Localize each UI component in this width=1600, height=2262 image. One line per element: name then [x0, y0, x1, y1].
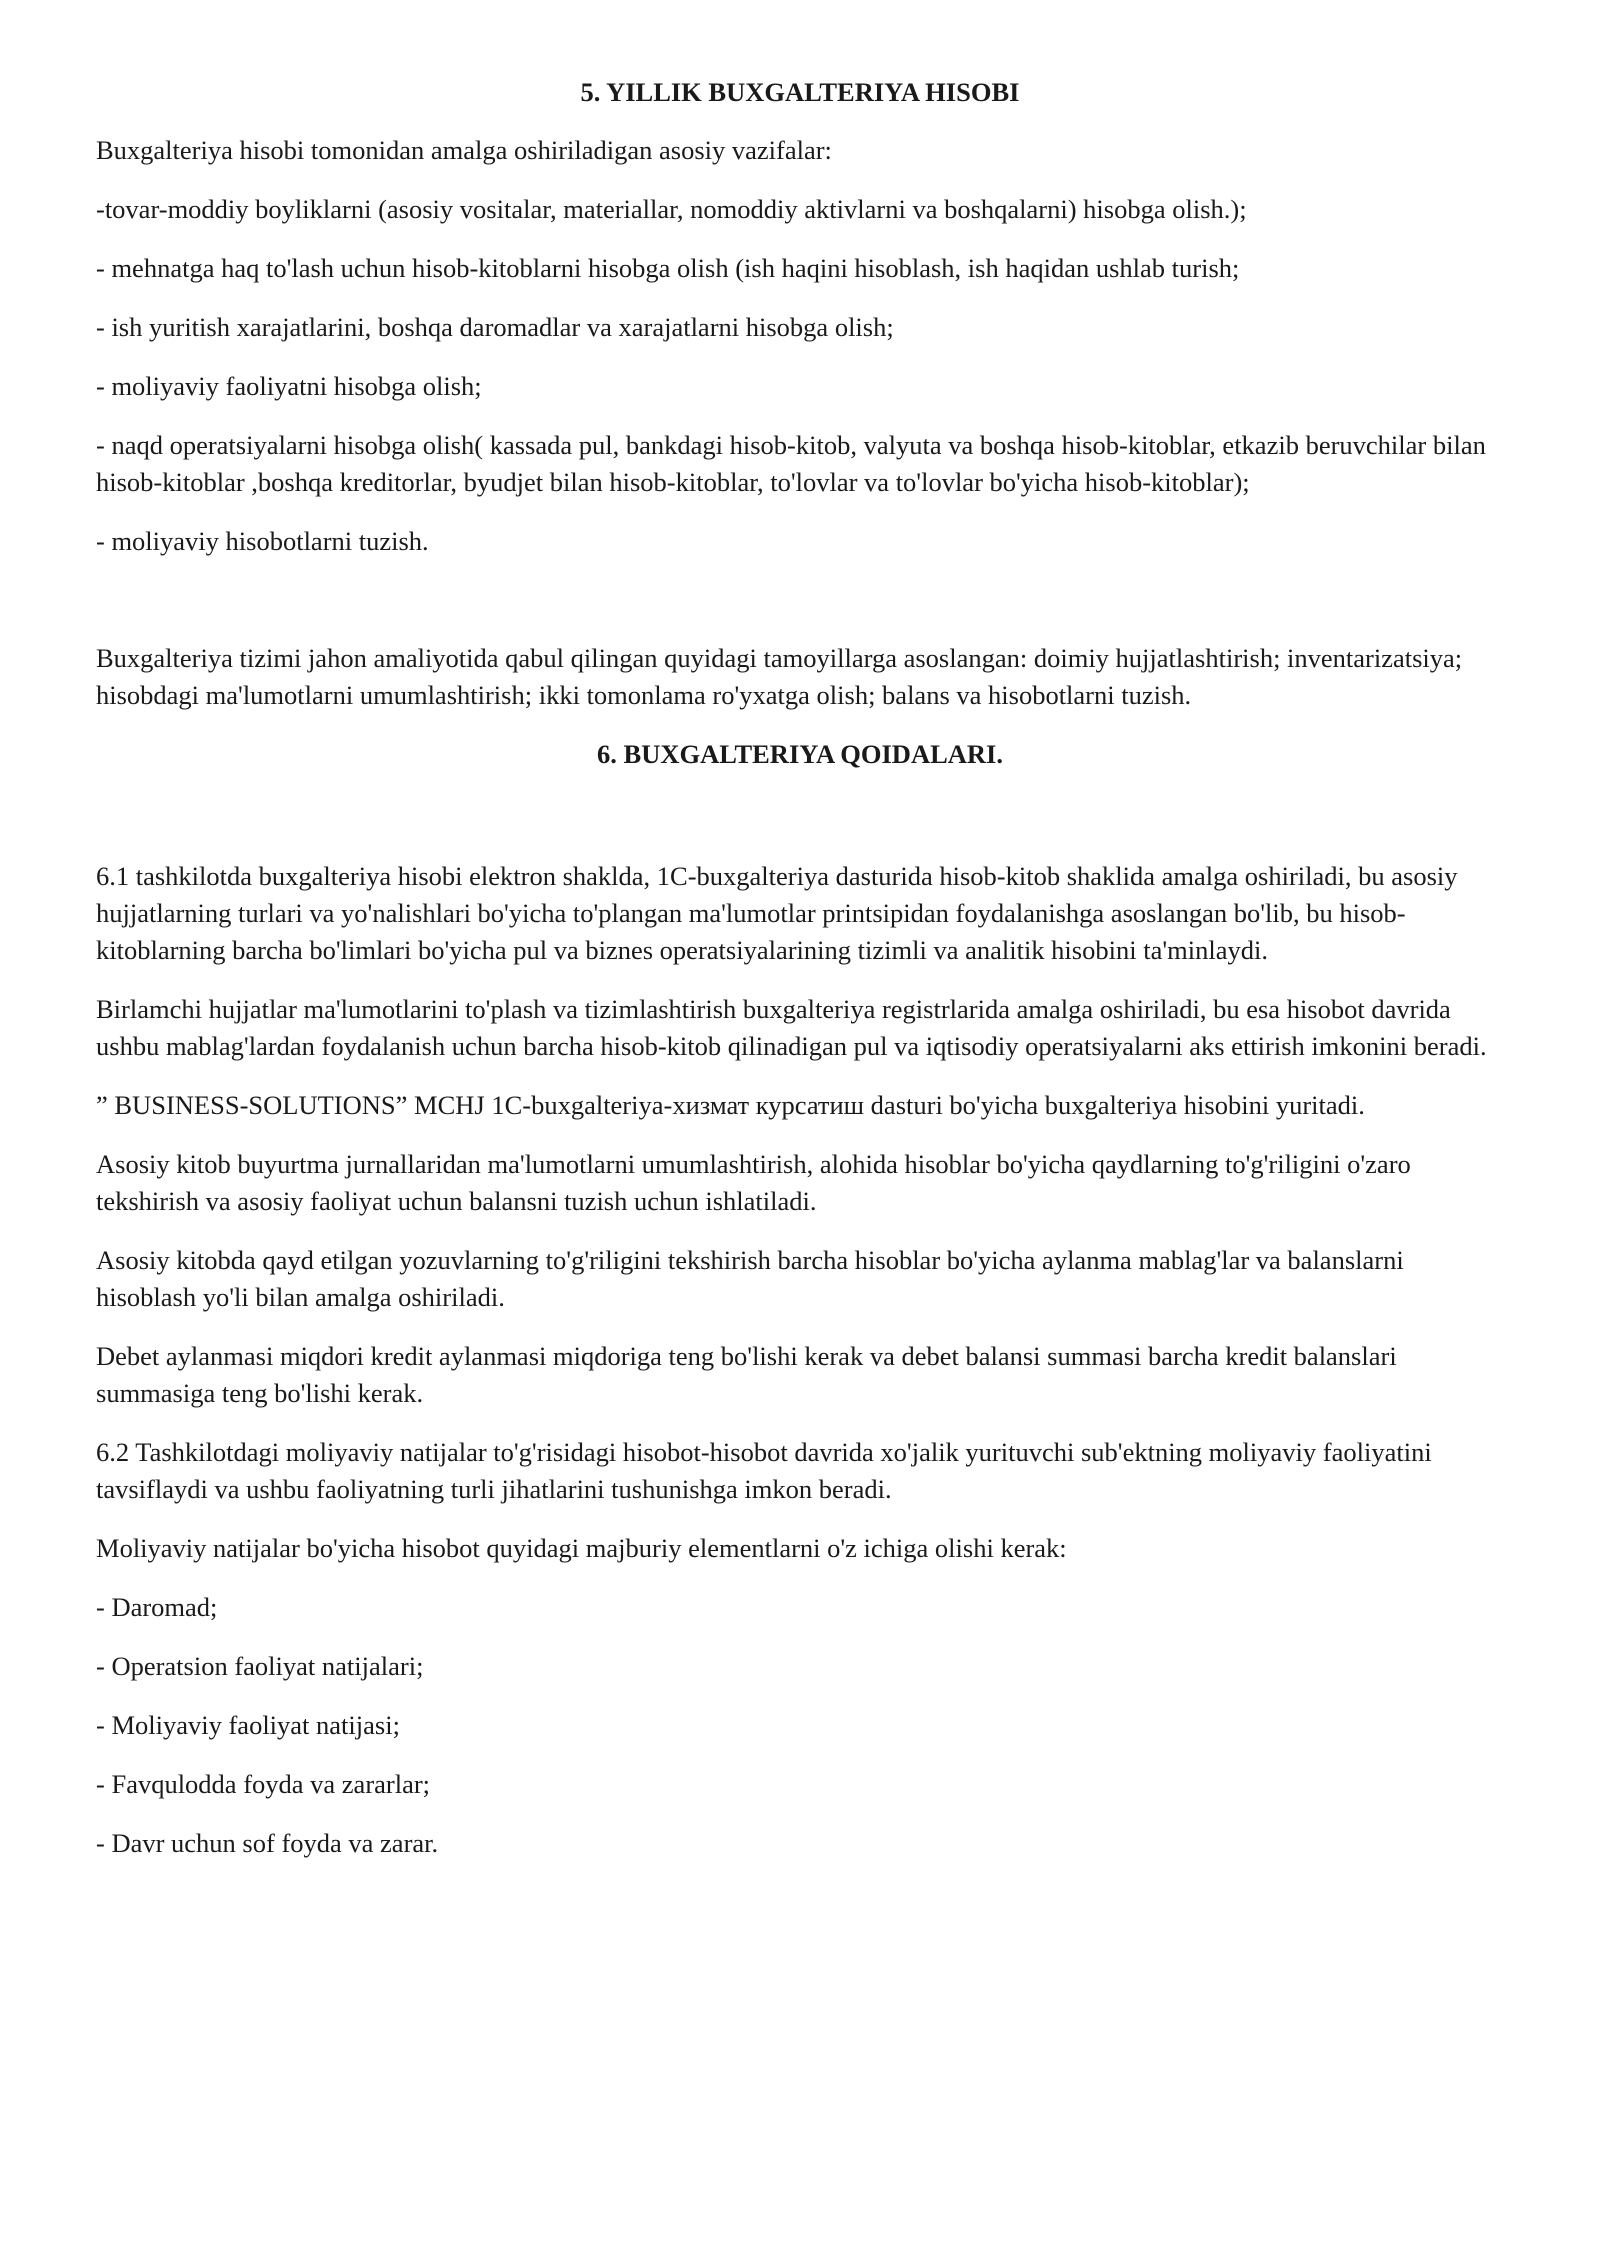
list-item-sof-foyda: - Davr uchun sof foyda va zarar. [96, 1828, 439, 1858]
blank-spacer [96, 794, 1504, 858]
list-item-daromad: - Daromad; [96, 1592, 218, 1622]
blank-spacer [96, 582, 1504, 640]
paragraph-6-1: 6.1 tashkilotda buxgalteriya hisobi elektron shakldа, 1C-buxgalteriya dasturida hisob-kitob shaklida amalga oshiriladi, bu asosiy hujjatlarning turlari va yo'nalishlari bo'yicha to'plangan ma'lumotlar printsipidan foydalanishga asoslangan bo'lib, bu hisob-kitoblarning barcha bo'limlari bo'yicha pul va biznes operatsiyalarining tizimli va analitik hisobini ta'minlaydi. [96, 861, 1458, 965]
paragraph-asosiy-kitobda: Asosiy kitobda qayd etilgan yozuvlarning to'g'riligini tekshirish barcha hisoblar bo'yicha aylanma mablag'lar va balanslarni hisoblash yo'li bilan amalga oshiriladi. [96, 1245, 1404, 1312]
paragraph-birlamchi-hujjatlar: Birlamchi hujjatlar ma'lumotlarini to'plash va tizimlashtirish buxgalteriya registrlarida amalga oshiriladi, bu esa hisobot davrida ushbu mablag'lardan foydalanish uchun barcha hisob-kitob qilinadigan pul va iqtisodiy operatsiyalarni aks ettirish imkonini beradi. [96, 994, 1487, 1061]
paragraph-majburiy-elementlar: Moliyaviy natijalar bo'yicha hisobot quyidagi majburiy elementlarni o'z ichiga olishi kerak: [96, 1533, 1067, 1563]
list-item-moliyaviy-faoliyat: - moliyaviy faoliyatni hisobga olish; [96, 371, 482, 401]
document-page [96, 74, 1504, 1884]
section-6-heading: 6. BUXGALTERIYA QOIDALARI. [597, 739, 1003, 769]
paragraph-asosiy-kitob: Asosiy kitob buyurtma jurnallaridan ma'lumotlarni umumlashtirish, alohida hisoblar bo'yicha qaydlarning to'g'riligini o'zaro tekshirish va asosiy faoliyat uchun balansni tuzish uchun ishlatiladi. [96, 1149, 1411, 1216]
list-item-ish-yuritish: - ish yuritish xarajatlarini, boshqa daromadlar va xarajatlarni hisobga olish; [96, 312, 894, 342]
section-5-intro: Buxgalteriya hisobi tomonidan amalga oshiriladigan asosiy vazifalar: [96, 135, 832, 165]
list-item-moliyaviy-hisobotlar: - moliyaviy hisobotlarni tuzish. [96, 526, 429, 556]
list-item-operatsion-faoliyat: - Operatsion faoliyat natijalari; [96, 1651, 424, 1681]
list-item-naqd-operatsiyalar: - naqd operatsiyalarni hisobga olish( kassada pul, bankdagi hisob-kitob, valyuta va boshqa hisob-kitoblar, etkazib beruvchilar bilan hisob-kitoblar ,boshqa kreditorlar, byudjet bilan hisob-kitoblar, to'lovlar va to'lovlar bo'yicha hisob-kitoblar); [96, 430, 1486, 497]
principles-paragraph: Buxgalteriya tizimi jahon amaliyotida qabul qilingan quyidagi tamoyillarga asoslangan: doimiy hujjatlashtirish; inventarizatsiya; hisobdagi ma'lumotlarni umumlashtirish; ikki tomonlama ro'yxatga olish; balans va hisobotlarni tuzish. [96, 643, 1463, 710]
section-5-heading: 5. YILLIK BUXGALTERIYA HISOBI [580, 77, 1020, 107]
paragraph-debet-aylanmasi: Debet aylanmasi miqdori kredit aylanmasi miqdoriga teng bo'lishi kerak va debet balansi summasi barcha kredit balanslari summasiga teng bo'lishi kerak. [96, 1341, 1397, 1408]
list-item-mehnatga-haq: - mehnatga haq to'lash uchun hisob-kitoblarni hisobga olish (ish haqini hisoblash, ish haqidan ushlab turish; [96, 253, 1240, 283]
list-item-tovar-moddiy: -tovar-moddiy boyliklarni (asosiy vositalar, materiallar, nomoddiy aktivlarni va boshqalarni) hisobga olish.); [96, 194, 1247, 224]
list-item-moliyaviy-natija: - Moliyaviy faoliyat natijasi; [96, 1710, 400, 1740]
list-item-favqulodda: - Favqulodda foyda va zararlar; [96, 1769, 431, 1799]
paragraph-6-2: 6.2 Tashkilotdagi moliyaviy natijalar to'g'risidagi hisobot-hisobot davrida xo'jalik yurituvchi sub'ektning moliyaviy faoliyatini tavsiflaydi va ushbu faoliyatning turli jihatlarini tushunishga imkon beradi. [96, 1437, 1432, 1504]
paragraph-company-software: ” BUSINESS-SOLUTIONS” MCHJ 1C-buxgalteriya-хизмат курсатиш dasturi bo'yicha buxgalteriya hisobini yuritadi. [96, 1090, 1365, 1120]
